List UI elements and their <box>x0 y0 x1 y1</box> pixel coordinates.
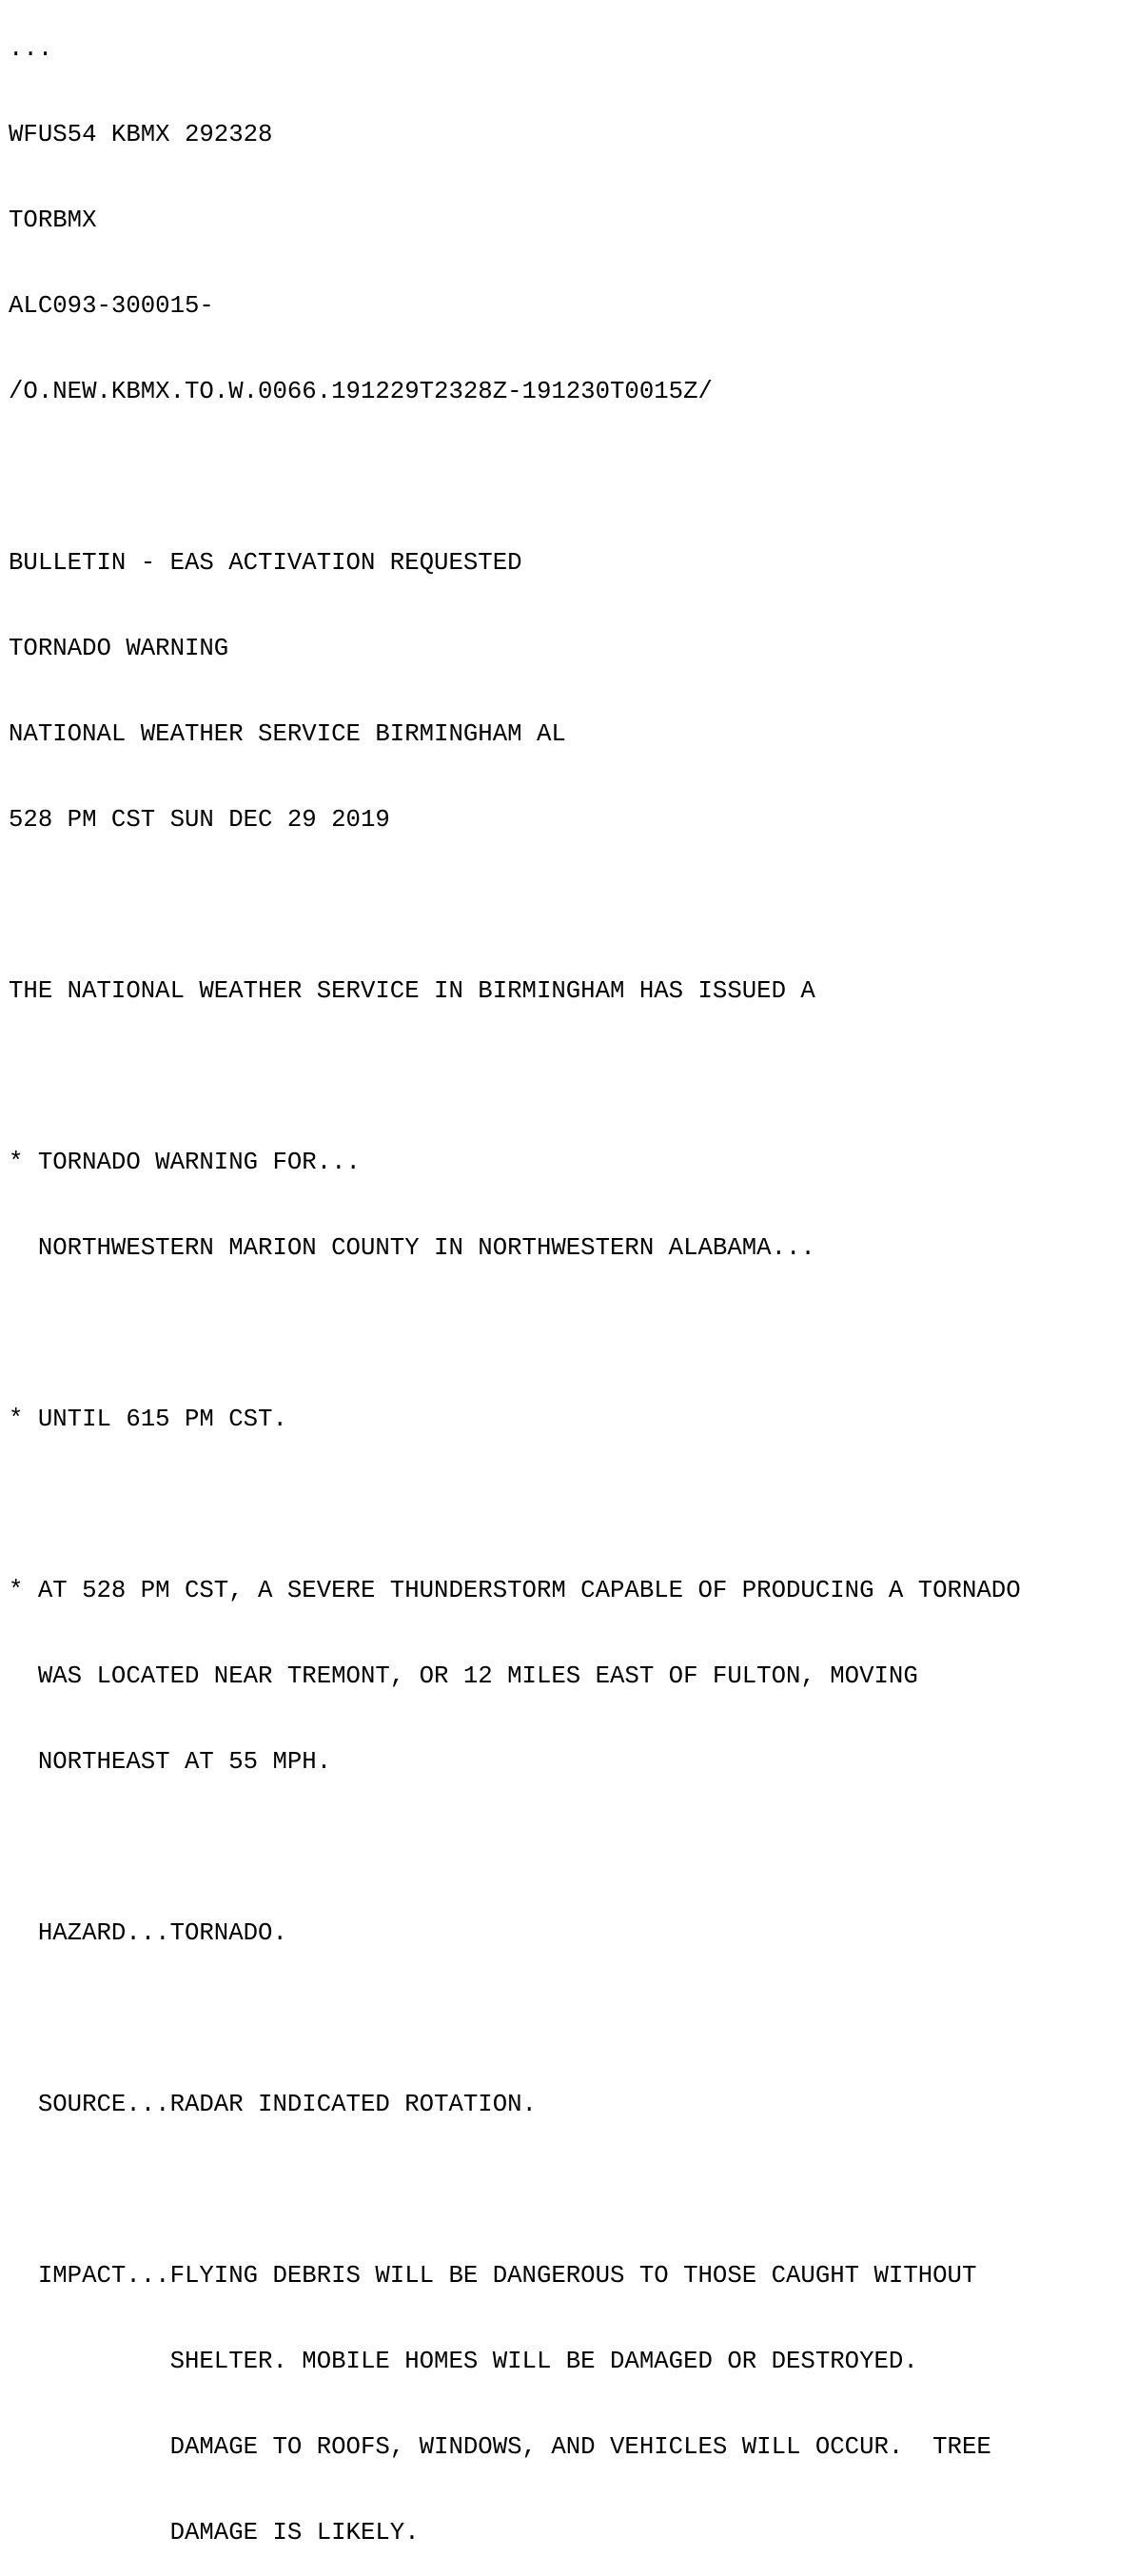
bulletin-text <box>9 0 1021 2576</box>
text-line: IMPACT...FLYING DEBRIS WILL BE DANGEROUS TO THOSE CAUGHT WITHOUT <box>9 2262 977 2290</box>
text-line: SHELTER. MOBILE HOMES WILL BE DAMAGED OR DESTROYED. <box>9 2348 918 2375</box>
text-line <box>9 1491 1021 1520</box>
text-line: 528 PM CST SUN DEC 29 2019 <box>9 806 390 834</box>
text-line: NORTHWESTERN MARION COUNTY IN NORTHWESTERN ALABAMA... <box>9 1234 815 1262</box>
text-line: /O.NEW.KBMX.TO.W.0066.191229T2328Z-191230T0015Z/ <box>9 378 713 405</box>
text-line: ALC093-300015- <box>9 292 214 320</box>
text-line <box>9 1063 1021 1091</box>
text-line <box>9 1320 1021 1348</box>
text-line: DAMAGE IS LIKELY. <box>9 2519 420 2547</box>
text-line: TORBMX <box>9 206 97 234</box>
text-line <box>9 463 1021 492</box>
text-line <box>9 2176 1021 2205</box>
text-line: HAZARD...TORNADO. <box>9 1919 287 1947</box>
text-line: ... <box>9 35 53 63</box>
text-line <box>9 2005 1021 2034</box>
text-line: NATIONAL WEATHER SERVICE BIRMINGHAM AL <box>9 720 566 748</box>
text-line: BULLETIN - EAS ACTIVATION REQUESTED <box>9 549 522 577</box>
text-line: SOURCE...RADAR INDICATED ROTATION. <box>9 2091 537 2118</box>
text-line <box>9 892 1021 920</box>
text-line: WAS LOCATED NEAR TREMONT, OR 12 MILES EAST OF FULTON, MOVING <box>9 1662 918 1690</box>
text-line <box>9 1834 1021 1862</box>
text-line: * TORNADO WARNING FOR... <box>9 1149 361 1176</box>
text-line: THE NATIONAL WEATHER SERVICE IN BIRMINGHAM HAS ISSUED A <box>9 977 815 1005</box>
text-line: * UNTIL 615 PM CST. <box>9 1406 287 1433</box>
text-line: NORTHEAST AT 55 MPH. <box>9 1748 332 1776</box>
text-line: DAMAGE TO ROOFS, WINDOWS, AND VEHICLES WILL OCCUR. TREE <box>9 2433 991 2461</box>
text-line: WFUS54 KBMX 292328 <box>9 121 273 148</box>
text-line: TORNADO WARNING <box>9 635 229 662</box>
text-line: * AT 528 PM CST, A SEVERE THUNDERSTORM CAPABLE OF PRODUCING A TORNADO <box>9 1577 1021 1604</box>
